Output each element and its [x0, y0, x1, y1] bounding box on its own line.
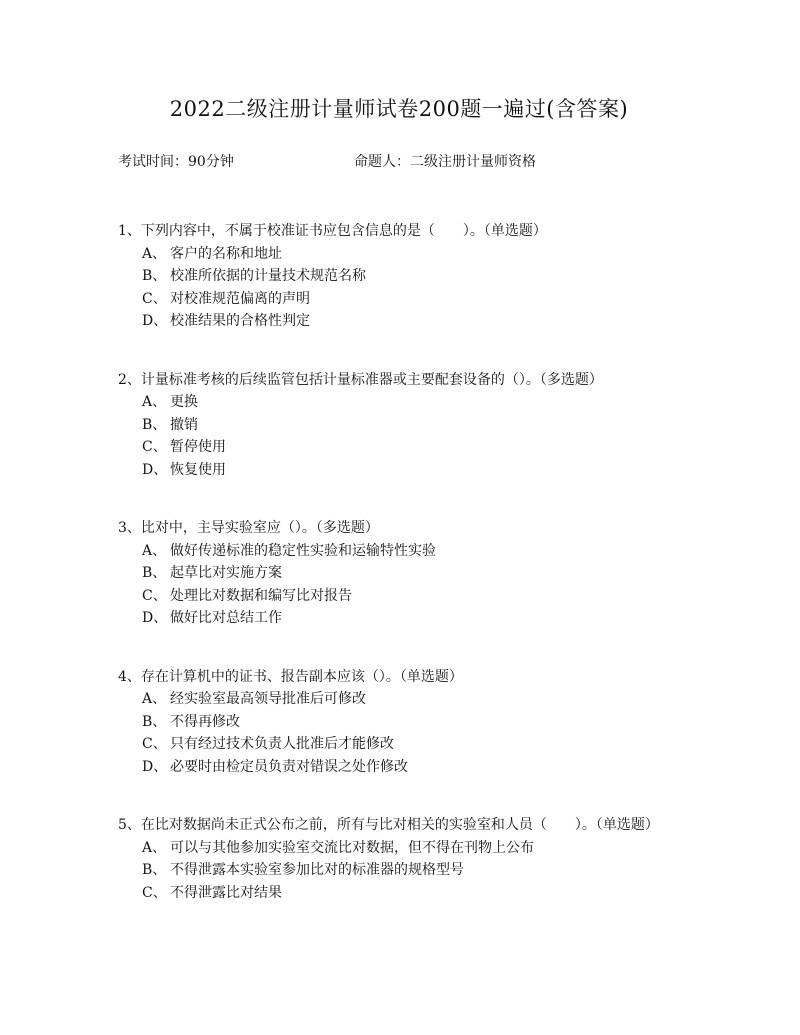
option-a — [142, 540, 680, 563]
option-d — [142, 310, 680, 333]
option-list — [118, 688, 680, 778]
option-letter: C、 — [142, 439, 167, 455]
option-letter: C、 — [142, 587, 167, 604]
option-letter: A、 — [142, 839, 167, 856]
question-4 — [118, 666, 680, 779]
option-letter: A、 — [142, 245, 167, 262]
option-letter: B、 — [142, 416, 167, 433]
exam-time: 考试时间：90分钟 — [118, 154, 234, 170]
option-b — [142, 265, 680, 288]
question-stem: 3、比对中，主导实验室应（）。（多选题） — [118, 520, 379, 536]
document-title: 2022二级注册计量师试卷200题一遍过(含答案) — [169, 97, 629, 121]
option-text: 必要时由检定员负责对错误之处作修改 — [170, 758, 408, 775]
option-text: 做好比对总结工作 — [170, 610, 282, 626]
option-text: 校准所依据的计量技术规范名称 — [170, 268, 366, 284]
option-text: 不得再修改 — [170, 713, 240, 730]
option-list — [118, 540, 680, 630]
option-letter: A、 — [142, 394, 167, 410]
option-list — [118, 837, 680, 905]
option-b — [142, 711, 680, 734]
option-letter: D、 — [142, 313, 168, 329]
option-a — [142, 243, 680, 266]
option-text: 暂停使用 — [170, 439, 226, 455]
option-list — [118, 391, 680, 481]
option-text: 经实验室最高领导批准后可修改 — [170, 691, 366, 707]
option-b — [142, 859, 680, 882]
option-c — [142, 436, 680, 459]
option-text: 处理比对数据和编写比对报告 — [170, 587, 352, 604]
exam-author: 命题人：二级注册计量师资格 — [354, 154, 536, 170]
option-c — [142, 585, 680, 608]
option-text: 只有经过技术负责人批准后才能修改 — [170, 736, 394, 752]
option-text: 撤销 — [170, 416, 198, 433]
option-letter: B、 — [142, 862, 167, 878]
question-stem: 4、存在计算机中的证书、报告副本应该（）。（单选题） — [118, 668, 463, 685]
question-2 — [118, 369, 680, 482]
option-text: 恢复使用 — [170, 461, 226, 478]
option-letter: A、 — [142, 542, 167, 559]
option-text: 可以与其他参加实验室交流比对数据，但不得在刊物上公布 — [170, 839, 534, 856]
option-letter: A、 — [142, 691, 167, 707]
option-text: 起草比对实施方案 — [170, 565, 282, 581]
option-letter: C、 — [142, 290, 167, 307]
option-a — [142, 391, 680, 414]
question-3 — [118, 517, 680, 630]
option-letter: B、 — [142, 268, 167, 284]
option-letter: B、 — [142, 713, 167, 730]
option-b — [142, 414, 680, 437]
option-d — [142, 459, 680, 482]
question-1 — [118, 220, 680, 333]
option-a — [142, 688, 680, 711]
option-c — [142, 882, 680, 905]
option-text: 不得泄露比对结果 — [170, 884, 282, 901]
exam-meta — [118, 152, 680, 172]
option-letter: D、 — [142, 610, 168, 626]
option-text: 校准结果的合格性判定 — [170, 313, 310, 329]
option-d — [142, 756, 680, 779]
option-b — [142, 562, 680, 585]
question-stem: 1、下列内容中，不属于校准证书应包含信息的是（ ）。（单选题） — [118, 223, 547, 239]
option-letter: C、 — [142, 736, 167, 752]
option-letter: D、 — [142, 758, 168, 775]
option-letter: D、 — [142, 461, 168, 478]
option-text: 客户的名称和地址 — [170, 245, 282, 262]
option-text: 更换 — [170, 394, 198, 410]
option-list — [118, 243, 680, 333]
option-c — [142, 288, 680, 311]
question-stem: 2、计量标准考核的后续监管包括计量标准器或主要配套设备的（）。（多选题） — [118, 371, 603, 388]
option-text: 不得泄露本实验室参加比对的标准器的规格型号 — [170, 862, 464, 878]
option-d — [142, 607, 680, 630]
question-stem: 5、在比对数据尚未正式公布之前，所有与比对相关的实验室和人员（ ）。（单选题） — [118, 817, 659, 833]
option-text: 做好传递标准的稳定性实验和运输特性实验 — [170, 542, 436, 559]
question-5 — [118, 814, 680, 904]
option-letter: B、 — [142, 565, 167, 581]
option-a — [142, 837, 680, 860]
option-c — [142, 733, 680, 756]
option-letter: C、 — [142, 884, 167, 901]
option-text: 对校准规范偏离的声明 — [170, 290, 310, 307]
